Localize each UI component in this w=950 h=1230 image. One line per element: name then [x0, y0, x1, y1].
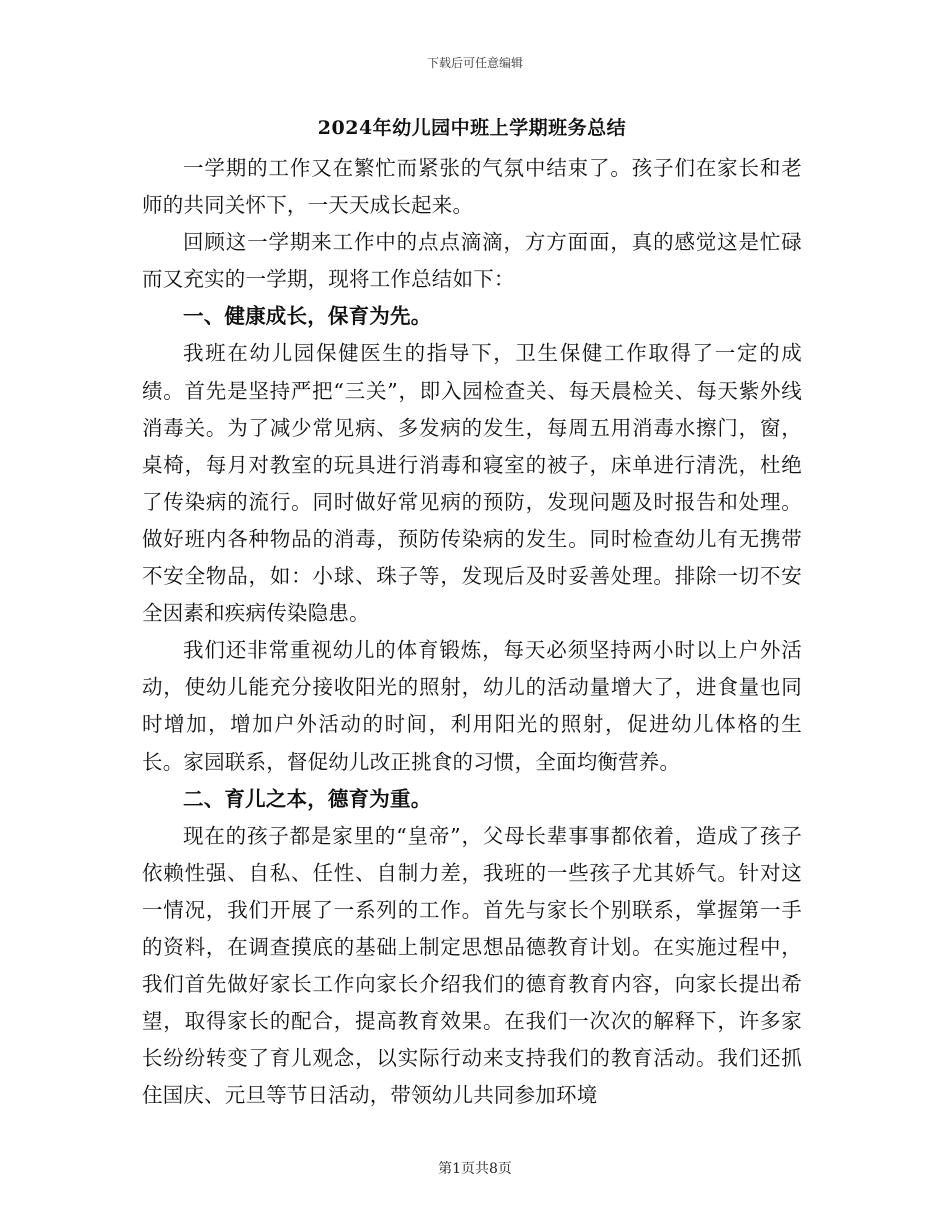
header-note: 下载后可任意编辑	[426, 56, 523, 70]
paragraph-moral-education: 现在的孩子都是家里的“皇帝”，父母长辈事事都依着，造成了孩子依赖性强、自私、任性、自制力差，我班的一些孩子尤其娇气。针对这一情况，我们开展了一系列的工作。首先与家长个别联系，掌握第一手的资料，在调查摸底的基础上制定思想品德教育计划。在实施过程中，我们首先做好家长工作向家长介绍我们的德育教育内容，向家长提出希望，取得家长的配合，提高教育效果。在我们一次次的解释下，许多家长纷纷转变了育儿观念，以实际行动来支持我们的教育活动。我们还抓住国庆、元旦等节日活动，带领幼儿共同参加环境	[142, 823, 802, 1108]
paragraph-physical-exercise: 我们还非常重视幼儿的体育锻炼，每天必须坚持两小时以上户外活动，使幼儿能充分接收阳光的照射，幼儿的活动量增大了，进食量也同时增加，增加户外活动的时间，利用阳光的照射，促进幼儿体格的生长。家园联系，督促幼儿改正挑食的习惯，全面均衡营养。	[142, 638, 802, 774]
page-number-footer: 第1页共8页	[438, 1161, 512, 1177]
paragraph-health-care: 我班在幼儿园保健医生的指导下，卫生保健工作取得了一定的成绩。首先是坚持严把“三关”，即入园检查关、每天晨检关、每天紫外线消毒关。为了减少常见病、多发病的发生，每周五用消毒水擦门，窗，桌椅，每月对教室的玩具进行消毒和寝室的被子，床单进行清洗，杜绝了传染病的流行。同时做好常见病的预防，发现问题及时报告和处理。做好班内各种物品的消毒，预防传染病的发生。同时检查幼儿有无携带不安全物品，如：小球、珠子等，发现后及时妥善处理。排除一切不安全因素和疾病传染隐患。	[142, 341, 802, 626]
document-title: 2024年幼儿园中班上学期班务总结	[317, 117, 627, 139]
paragraph-intro: 一学期的工作又在繁忙而紧张的气氛中结束了。孩子们在家长和老师的共同关怀下，一天天成长起来。	[142, 156, 802, 218]
document-body	[142, 110, 802, 1114]
section-heading-health: 一、健康成长，保育为先。	[183, 304, 432, 329]
paragraph-review: 回顾这一学期来工作中的点点滴滴，方方面面，真的感觉这是忙碌而又充实的一学期，现将工作总结如下：	[142, 230, 802, 292]
section-heading-moral: 二、育儿之本，德育为重。	[183, 786, 432, 811]
